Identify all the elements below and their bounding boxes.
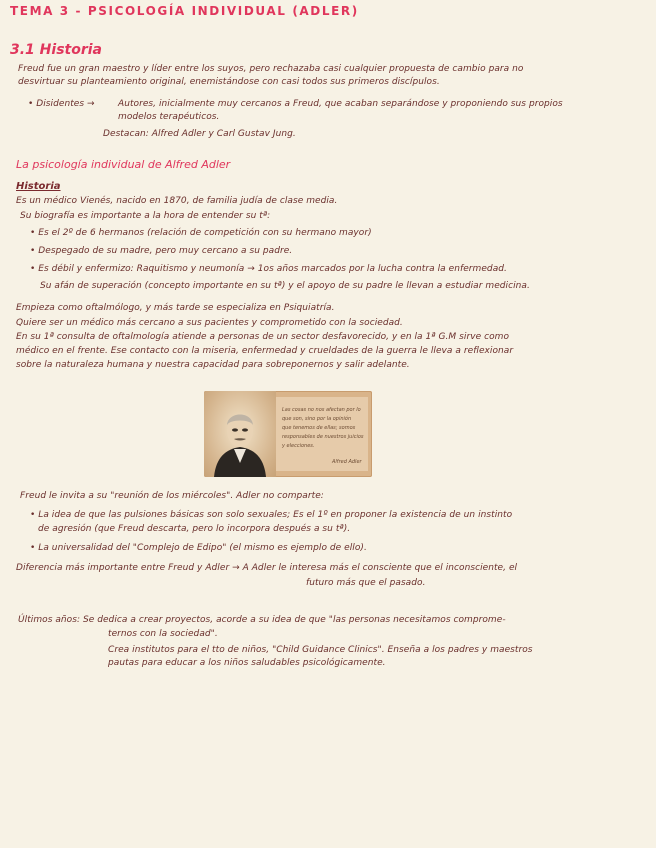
freud-line-1: Freud le invita a su "reunión de los miércoles". Adler no comparte: — [20, 491, 324, 501]
bio-line-8: Quiere ser un médico más cercano a sus pacientes y comprometido con la sociedad. — [16, 318, 403, 328]
section-heading-adler: La psicología individual de Alfred Adler — [16, 158, 231, 171]
disidentes-line-3: Destacan: Alfred Adler y Carl Gustav Jung. — [103, 129, 296, 139]
intro-line-1: Freud fue un gran maestro y líder entre los suyos, pero rechazaba casi cualquier propuesta de cambio para no — [18, 64, 524, 74]
page-title: TEMA 3 - PSICOLOGÍA INDIVIDUAL (ADLER) — [10, 4, 359, 18]
final-line-2: ternos con la sociedad". — [108, 629, 218, 639]
bio-line-6: Su afán de superación (concepto importante en su tª) y el apoyo de su padre le llevan a estudiar medicina. — [40, 281, 530, 291]
freud-line-4: • La universalidad del "Complejo de Edipo" (el mismo es ejemplo de ello). — [30, 543, 367, 553]
final-line-4: pautas para educar a los niños saludables psicológicamente. — [108, 658, 386, 668]
bio-line-11: sobre la naturaleza humana y nuestra capacidad para sobreponernos y salir adelante. — [16, 360, 410, 370]
quote-line-5: y elecciones. — [282, 443, 315, 449]
bio-line-1: Es un médico Vienés, nacido en 1870, de familia judía de clase media. — [16, 196, 338, 206]
quote-area — [276, 397, 368, 471]
disidentes-line-1: Autores, inicialmente muy cercanos a Freud, que acaban separándose y proponiendo sus propios — [118, 99, 563, 109]
disidentes-label: • Disidentes → — [28, 99, 95, 109]
bio-line-3: • Es el 2º de 6 hermanos (relación de competición con su hermano mayor) — [30, 228, 372, 238]
quote-line-1: Las cosas no nos afectan por lo — [282, 407, 361, 413]
quote-line-2: que son, sino por la opinión — [282, 416, 352, 422]
quote-line-4: responsables de nuestros juicios — [282, 434, 364, 440]
portrait-area — [204, 391, 276, 477]
freud-line-3: de agresión (que Freud descarta, pero lo incorpora después a su tª). — [38, 524, 351, 534]
section-heading-historia: 3.1 Historia — [10, 42, 102, 58]
bio-line-5: • Es débil y enfermizo: Raquitismo y neumonía → 1os años marcados por la lucha contra la enfermedad. — [30, 264, 507, 274]
subheading-historia: Historia — [16, 181, 61, 192]
portrait-icon — [204, 391, 276, 477]
bio-line-10: médico en el frente. Ese contacto con la miseria, enfermedad y crueldades de la guerra le lleva a reflexionar — [16, 346, 514, 356]
freud-line-5: Diferencia más importante entre Freud y Adler → A Adler le interesa más el consciente que el inconsciente, el — [16, 563, 518, 573]
quote-signature: Alfred Adler — [332, 459, 362, 465]
quote-line-3: que tenemos de ellas; somos — [282, 425, 356, 431]
bio-line-4: • Despegado de su madre, pero muy cercano a su padre. — [30, 246, 293, 256]
freud-line-6: futuro más que el pasado. — [306, 578, 426, 588]
final-line-1: Últimos años: Se dedica a crear proyectos, acorde a su idea de que "las personas necesitamos comprome- — [18, 615, 506, 625]
bio-line-7: Empieza como oftalmólogo, y más tarde se especializa en Psiquiatría. — [16, 303, 335, 313]
freud-line-2: • La idea de que las pulsiones básicas son solo sexuales; Es el 1º en proponer la existencia de un instinto — [30, 510, 513, 520]
bio-line-2: Su biografía es importante a la hora de entender su tª: — [20, 211, 271, 221]
intro-line-2: desvirtuar su planteamiento original, enemistándose con casi todos sus primeros discípulos. — [18, 77, 440, 87]
bio-line-9: En su 1ª consulta de oftalmología atiende a personas de un sector desfavorecido, y en la 1ª G.M sirve como — [16, 332, 510, 342]
final-line-3: Crea institutos para el tto de niños, "Child Guidance Clinics". Enseña a los padres y maestros — [108, 645, 533, 655]
disidentes-line-2: modelos terapéuticos. — [118, 112, 220, 122]
adler-portrait-image — [204, 391, 372, 477]
